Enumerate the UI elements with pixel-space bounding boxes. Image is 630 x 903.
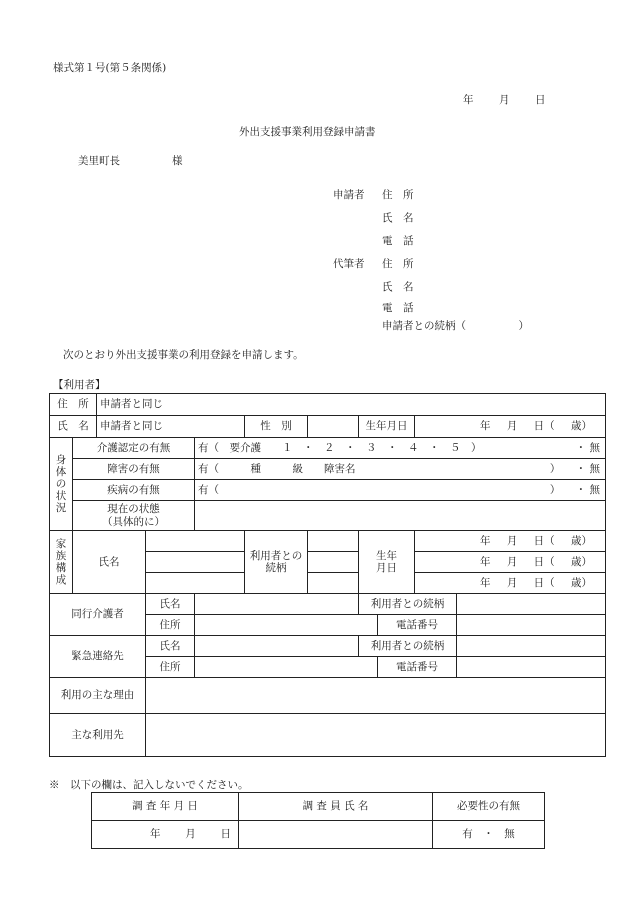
destination-label: 主な利用先 <box>50 714 146 757</box>
applicant-name-label: 氏 名 <box>382 212 414 224</box>
disability-options[interactable] <box>195 459 606 480</box>
sex-value[interactable] <box>308 416 359 438</box>
family-birth-1[interactable]: 年 月 日（ 歳） <box>415 531 606 552</box>
disease-value: 有（ <box>198 483 219 496</box>
family-relation-label: 利用者との 続柄 <box>245 531 308 594</box>
sex-label: 性 別 <box>245 416 308 438</box>
date-month-label: 月 <box>499 94 510 106</box>
current-state-value[interactable] <box>195 501 606 531</box>
reason-value[interactable] <box>146 678 606 714</box>
reason-label: 利用の主な理由 <box>50 678 146 714</box>
birth-label: 生年月日 <box>359 416 415 438</box>
row-destination <box>50 714 606 757</box>
disease-options[interactable] <box>195 480 606 501</box>
current-state-label: 現在の状態 （具体的に） <box>73 501 195 531</box>
intro-text: 次のとおり外出支援事業の利用登録を申請します。 <box>63 349 304 361</box>
disease-none: ・ 無 <box>575 483 600 496</box>
date-day-label: 日 <box>535 94 546 106</box>
necessity-label: 必要性の有無 <box>433 793 545 821</box>
row-contact-name <box>50 636 606 657</box>
birth-value[interactable] <box>415 416 606 438</box>
office-note: ※ 以下の欄は、記入しないでください。 <box>49 779 249 791</box>
office-value-row <box>92 821 545 849</box>
office-header-row <box>92 793 545 821</box>
family-birth-3[interactable]: 年 月 日（ 歳） <box>415 573 606 594</box>
date-year-label: 年 <box>463 94 474 106</box>
row-disease <box>50 480 606 501</box>
disability-none: ・ 無 <box>575 462 600 475</box>
proxy-label: 代筆者 <box>333 258 365 270</box>
proxy-name-label: 氏 名 <box>382 281 414 293</box>
user-table <box>49 393 606 757</box>
row-name <box>50 416 606 438</box>
companion-name-label: 氏名 <box>146 594 195 615</box>
companion-address-label: 住所 <box>146 615 195 636</box>
care-cert-none: ・ 無 <box>575 441 600 454</box>
family-label: 家 族 構 成 <box>50 531 73 594</box>
disability-label: 障害の有無 <box>73 459 195 480</box>
applicant-address-label: 住 所 <box>382 189 414 201</box>
birth-month-label: 月 <box>506 420 518 433</box>
family-relation-3[interactable] <box>308 573 359 594</box>
name-label: 氏 名 <box>50 416 97 438</box>
family-name-2[interactable] <box>146 552 245 573</box>
surveyor-label: 調 査 員 氏 名 <box>239 793 433 821</box>
family-birth-label: 生年 月日 <box>359 531 415 594</box>
companion-relation-label: 利用者との続柄 <box>359 594 457 615</box>
contact-address-value[interactable] <box>195 657 378 678</box>
care-cert-value: 有（ 要介護 １ ・ ２ ・ ３ ・ ４ ・ ５ ） <box>198 441 482 454</box>
family-name-1[interactable] <box>146 531 245 552</box>
form-title: 外出支援事業利用登録申請書 <box>239 126 376 138</box>
family-relation-1[interactable] <box>308 531 359 552</box>
row-reason <box>50 678 606 714</box>
birth-age-label: 歳） <box>570 420 592 433</box>
proxy-relation-label: 申請者との続柄（ ） <box>382 320 529 332</box>
user-section-label: 【利用者】 <box>53 379 106 391</box>
care-cert-options[interactable] <box>195 438 606 459</box>
disease-close: ） <box>549 483 561 496</box>
addressee-suffix: 様 <box>172 155 183 167</box>
body-status-label: 身 体 の 状 況 <box>50 438 73 531</box>
disease-label: 疾病の有無 <box>73 480 195 501</box>
companion-phone-value[interactable] <box>457 615 606 636</box>
companion-name-value[interactable] <box>195 594 359 615</box>
companion-relation-value[interactable] <box>457 594 606 615</box>
row-disability <box>50 459 606 480</box>
family-birth-2[interactable]: 年 月 日（ 歳） <box>415 552 606 573</box>
care-cert-label: 介護認定の有無 <box>73 438 195 459</box>
companion-phone-label: 電話番号 <box>378 615 457 636</box>
contact-phone-value[interactable] <box>457 657 606 678</box>
row-address <box>50 394 606 416</box>
birth-year-label: 年 <box>480 420 491 433</box>
applicant-phone-label: 電 話 <box>382 235 414 247</box>
address-label: 住 所 <box>50 394 97 416</box>
disability-value: 有（ 種 級 障害名 <box>198 462 356 475</box>
family-name-3[interactable] <box>146 573 245 594</box>
family-row <box>50 531 606 552</box>
row-current-state <box>50 501 606 531</box>
necessity-value: 有 ・ 無 <box>433 821 545 849</box>
family-name-label: 氏名 <box>73 531 146 594</box>
companion-address-value[interactable] <box>195 615 378 636</box>
applicant-label: 申請者 <box>333 189 365 201</box>
row-companion-name <box>50 594 606 615</box>
contact-relation-label: 利用者との続柄 <box>359 636 457 657</box>
survey-date-value: 年 月 日 <box>92 821 239 849</box>
proxy-phone-label: 電 話 <box>382 302 414 314</box>
office-table <box>91 792 545 849</box>
contact-label: 緊急連絡先 <box>50 636 146 678</box>
proxy-address-label: 住 所 <box>382 258 414 270</box>
birth-day-label: 日（ <box>533 420 555 433</box>
companion-label: 同行介護者 <box>50 594 146 636</box>
addressee: 美里町長 <box>78 155 120 167</box>
contact-relation-value[interactable] <box>457 636 606 657</box>
contact-name-value[interactable] <box>195 636 359 657</box>
name-value[interactable]: 申請者と同じ <box>97 416 245 438</box>
family-relation-2[interactable] <box>308 552 359 573</box>
row-care-cert <box>50 438 606 459</box>
survey-date-label: 調 査 年 月 日 <box>92 793 239 821</box>
form-number: 様式第１号(第５条関係) <box>53 62 167 74</box>
destination-value[interactable] <box>146 714 606 757</box>
disability-close: ） <box>549 462 561 475</box>
address-value[interactable]: 申請者と同じ <box>97 394 606 416</box>
surveyor-value <box>239 821 433 849</box>
contact-phone-label: 電話番号 <box>378 657 457 678</box>
contact-address-label: 住所 <box>146 657 195 678</box>
contact-name-label: 氏名 <box>146 636 195 657</box>
